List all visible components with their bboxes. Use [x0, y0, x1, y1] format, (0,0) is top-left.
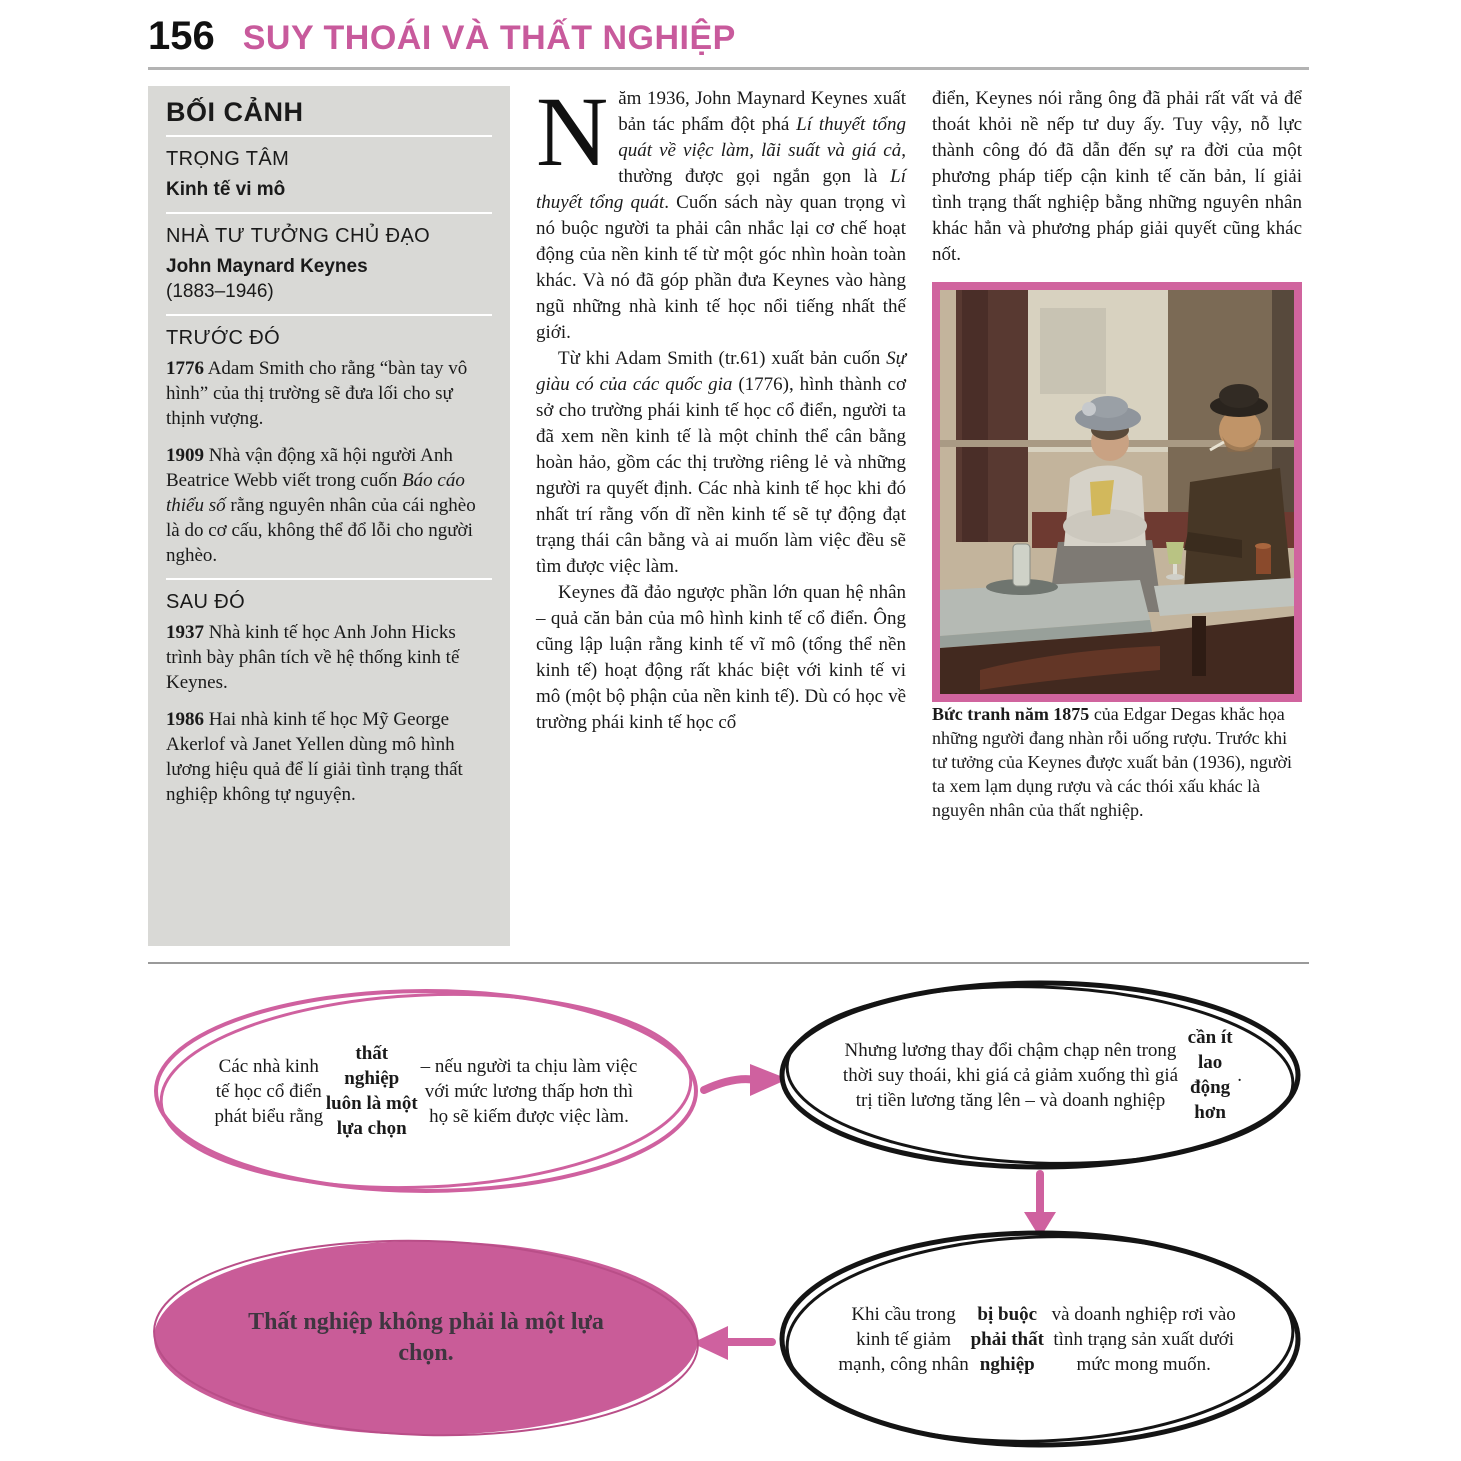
timeline-year: 1909: [166, 445, 204, 466]
text-emphasis: cần ít lao động hơn: [1187, 1027, 1233, 1123]
timeline-year: 1937: [166, 622, 204, 643]
paragraph: điển, Keynes nói rằng ông đã phải rất vất vả để thoát khỏi nề nếp tư duy ấy. Tuy vậy, nỗ lực thành công đó đã dẫn đến sự ra đời của một phương pháp tiếp cận kinh tế căn bản, lí giải tình trạng thất nghiệp bằng những nguyên nhân khác hẳn và phương pháp giải quyết cũng khác nốt.: [932, 88, 1302, 265]
bubble-forced-unemployment: [776, 1228, 1304, 1450]
book-title: Lí thuyết tổng quát: [536, 166, 906, 213]
dropcap-letter: N: [536, 86, 609, 187]
page-number: 156: [148, 14, 215, 58]
thinker-years: (1883–1946): [166, 281, 274, 302]
text-segment: – nếu người ta chịu làm việc với mức lương thấp hơn thì họ sẽ kiếm được việc làm.: [420, 1055, 638, 1127]
conclusion-text: Thất nghiệp không phải là một lựa chọn.: [248, 1309, 604, 1366]
after-section: [166, 578, 492, 807]
bubble-text: [150, 986, 702, 1196]
figure-caption: [932, 702, 1302, 822]
after-label: SAU ĐÓ: [166, 591, 246, 613]
before-label: TRƯỚC ĐÓ: [166, 327, 281, 349]
text-segment: Nhà vận động xã hội người Anh Beatrice Webb viết trong cuốn: [166, 445, 453, 491]
text-segment: Nhà kinh tế học Anh John Hicks trình bày phân tích về hệ thống kinh tế Keynes.: [166, 622, 460, 693]
text-segment: Nhưng lương thay đổi chậm chạp nên trong thời suy thoái, khi giá cả giảm xuống thì giá trị tiền lương tăng lên – và doanh nghiệp: [842, 1039, 1179, 1111]
timeline-entry: [166, 356, 492, 431]
timeline-entry: [166, 620, 492, 695]
timeline-entry: [166, 443, 492, 568]
concept-flow-diagram: [148, 972, 1309, 1454]
thinker-label: NHÀ TƯ TƯỞNG CHỦ ĐẠO: [166, 225, 431, 247]
text-segment: ăm 1936, John Maynard Keynes xuất bản tác phẩm đột phá: [618, 88, 906, 135]
article-body: [148, 86, 1309, 946]
book-title: Sự giàu có của các quốc gia: [536, 348, 906, 395]
thinker-section: [166, 212, 492, 304]
text-segment: và doanh nghiệp rơi vào tình trạng sản xuất dưới mức mong muốn.: [1051, 1303, 1236, 1375]
bubble-classical-view: [150, 986, 702, 1196]
text-emphasis: bị buộc phải thất nghiệp: [970, 1303, 1044, 1375]
text-emphasis: thất nghiệp luôn là một lựa chọn: [325, 1043, 418, 1139]
text-segment: rằng nguyên nhân của cái nghèo là do cơ cấu, không thể đổ lỗi cho người nghèo.: [166, 495, 476, 566]
sidebar-heading: BỐI CẢNH: [166, 100, 492, 137]
focus-value: Kinh tế vi mô: [166, 179, 286, 200]
timeline-year: 1776: [166, 358, 204, 379]
article-column-1: [536, 86, 906, 946]
text-segment: , thường được gọi ngắn gọn là: [618, 140, 906, 187]
degas-absinthe-painting: [940, 290, 1294, 694]
arrow-right-icon: [704, 1079, 756, 1090]
text-segment: . Cuốn sách này quan trọng vì nó buộc người ta phải cân nhắc lại cơ chế hoạt động của nền kinh tế từ một góc nhìn hoàn toàn khác. Và nó đã góp phần đưa Keynes vào hàng ngũ những nhà kinh tế học nổi tiếng nhất thế giới.: [536, 192, 907, 343]
conclusion-ellipse: [150, 1238, 702, 1438]
before-section: [166, 314, 492, 568]
text-segment: Từ khi Adam Smith (tr.61) xuất bản cuốn: [558, 348, 887, 369]
paragraph: [536, 346, 906, 580]
context-sidebar: [148, 86, 510, 946]
caption-lead: Bức tranh năm 1875: [932, 704, 1090, 724]
figure-degas: [932, 282, 1302, 702]
bubble-text: [776, 978, 1304, 1172]
book-title: Báo cáo thiểu số: [166, 470, 465, 516]
bubble-sticky-wages: [776, 978, 1304, 1172]
page-header: [148, 14, 1309, 70]
text-segment: Khi cầu trong kinh tế giảm mạnh, công nhân: [838, 1303, 969, 1375]
paragraph: [536, 86, 906, 346]
thinker-name: John Maynard Keynes: [166, 256, 368, 277]
bubble-text: [776, 1228, 1304, 1450]
text-segment: của Edgar Degas khắc họa những người đang nhàn rỗi uống rượu. Trước khi tư tưởng của Keynes được xuất bản (1936), người ta xem lạm dụng rượu và các thói xấu khác là nguyên nhân của thất nghiệp.: [932, 704, 1292, 820]
article-column-2: [932, 86, 1302, 946]
section-divider: [148, 962, 1309, 964]
text-segment: .: [1237, 1064, 1242, 1086]
book-title: Lí thuyết tổng quát về việc làm, lãi suất và giá cả: [618, 114, 906, 161]
focus-label: TRỌNG TÂM: [166, 148, 290, 170]
timeline-entry: [166, 707, 492, 807]
text-segment: Hai nhà kinh tế học Mỹ George Akerlof và Janet Yellen dùng mô hình lương hiệu quả để lí giải tình trạng thất nghiệp không tự nguyện.: [166, 709, 463, 805]
paragraph: Keynes đã đảo ngược phần lớn quan hệ nhân – quả căn bản của mô hình kinh tế cổ điển. Ông cũng lập luận rằng kinh tế vĩ mô (tổng thể nền kinh tế) hoạt động rất khác biệt với kinh tế vi mô (một bộ phận của nền kinh tế). Dù có học về trường phái kinh tế học cổ: [536, 582, 906, 733]
text-segment: Adam Smith cho rằng “bàn tay vô hình” của thị trường sẽ đưa lối cho sự thịnh vượng.: [166, 358, 468, 429]
focus-section: [166, 137, 492, 202]
text-segment: (1776), hình thành cơ sở cho trường phái kinh tế học cổ điển, người ta đã xem nền kinh tế là một chỉnh thể cân bằng hoàn hảo, gồm các thị trường riêng lẻ và những người ra quyết định. Các nhà kinh tế học khi đó nhất trí rằng vốn dĩ nền kinh tế sẽ tự động đạt trạng thái cân bằng và ai muốn làm việc đều sẽ tìm được việc làm.: [536, 374, 906, 577]
timeline-year: 1986: [166, 709, 204, 730]
text-segment: Các nhà kinh tế học cổ điển phát biểu rằng: [214, 1055, 324, 1127]
page-title: SUY THOÁI VÀ THẤT NGHIỆP: [242, 19, 736, 57]
